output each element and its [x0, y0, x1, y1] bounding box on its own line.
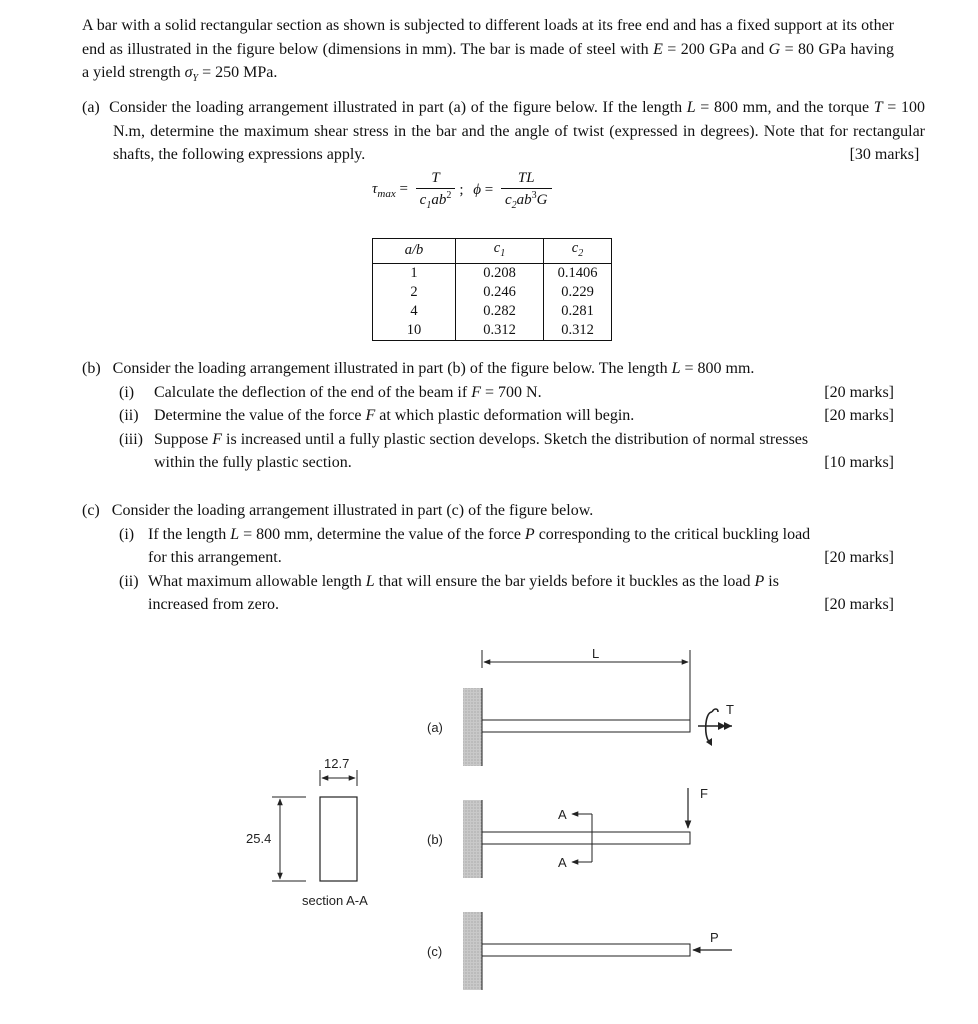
- section-a-a: [246, 756, 368, 908]
- header-ab: a/b: [373, 239, 456, 264]
- part-c-item-i-cont: for this arrangement. [20 marks]: [148, 549, 894, 566]
- part-c-item-i: (i) If the length L = 800 mm, determine the value of the force P corresponding to the critical buckling load: [119, 525, 811, 543]
- part-b-question: (b) Consider the loading arrangement illustrated in part (b) of the figure below. The length L = 800 mm. (i) Calculate the deflection of the end of the beam if F = 700 N. [20 marks] (ii) Determine the value of the force F at which plastic deformation will begin. [20 marks] (iii) Suppose F is increased until a fully plastic section develops. Sketch the distribution of normal stresses within the fully plastic section. [10 marks]: [82, 357, 894, 475]
- bar-b: [482, 832, 690, 844]
- table-row: 4 0.282 0.281: [373, 302, 612, 321]
- case-c-bar: [427, 912, 732, 990]
- bar-a: [482, 720, 690, 732]
- header-c2: $c_2$: [544, 239, 612, 264]
- part-a-question: (a) Consider the loading arrangement illustrated in part (a) of the figure below. If the length L = 800 mm, and the torque T = 100 N.m, determine the maximum shear stress in the bar and the angle of twist (expressed in degrees). Note that for rectangular shafts, the following expressions apply. [30 marks]: [82, 96, 925, 167]
- part-c-label: (c): [82, 502, 100, 519]
- height-dim-label: 25.4: [246, 831, 272, 846]
- case-c-label: (c): [427, 944, 443, 959]
- case-a-label: (a): [427, 720, 443, 735]
- torsion-formula: $\tau_{max}$ = $\frac{T}{c_1ab^2}$ ; ϕ = $\frac{TL}{c_2ab^3G}$: [372, 170, 556, 211]
- part-b-label: (b): [82, 360, 101, 377]
- part-b-item-iii-cont: within the fully plastic section. [10 marks]: [154, 454, 894, 471]
- label-T: T: [726, 702, 734, 717]
- section-caption: section A-A: [302, 893, 368, 908]
- case-a-bar: [427, 688, 734, 766]
- part-c-question: (c) Consider the loading arrangement illustrated in part (c) of the figure below. (i) If the length L = 800 mm, determine the value of the force P corresponding to the critical buckling load for this arrangement. [20 marks] (ii) What maximum allowable length L that will ensure the bar yields before it buckles as the load P is increased from zero. [20 marks]: [82, 499, 894, 617]
- table-row: 1 0.208 0.1406: [373, 263, 612, 283]
- part-a-marks: [30 marks]: [849, 146, 920, 163]
- bar-c: [482, 944, 690, 956]
- label-F: F: [700, 786, 708, 801]
- label-A-bottom: A: [558, 855, 567, 870]
- part-c-item-ii: (ii) What maximum allowable length L that will ensure the bar yields before it buckles as the load P is: [119, 572, 779, 590]
- part-b-item-iii: (iii) Suppose F is increased until a fully plastic section develops. Sketch the distribution of normal stresses: [119, 430, 809, 448]
- header-c1: $c_1$: [456, 239, 544, 264]
- label-P: P: [710, 930, 719, 945]
- fixed-support-a: [463, 688, 482, 766]
- case-b-bar: [427, 786, 708, 878]
- part-a-label: (a): [82, 99, 100, 116]
- part-c-item-ii-cont: increased from zero. [20 marks]: [148, 596, 894, 613]
- table-row: 10 0.312 0.312: [373, 321, 612, 341]
- table-row: 2 0.246 0.229: [373, 283, 612, 302]
- tau-fraction: $\frac{T}{c_1ab^2}$: [416, 170, 456, 211]
- intro-paragraph: A bar with a solid rectangular section as shown is subjected to different loads at its free end and has a fixed support at its other end as illustrated in the figure below (dimensions in mm). The bar is made of steel with E = 200 GPa and G = 80 GPa having a yield strength $\sigma_Y = 250$ MPa.: [82, 17, 894, 85]
- label-A-top: A: [558, 807, 567, 822]
- width-dim-label: 12.7: [324, 756, 350, 771]
- fixed-support-c: [463, 912, 482, 990]
- part-b-item-i: (i) Calculate the deflection of the end of the beam if F = 700 N. [20 marks]: [119, 383, 894, 401]
- phi-fraction: $\frac{TL}{c_2ab^3G}$: [501, 170, 552, 211]
- part-b-item-ii: (ii) Determine the value of the force F at which plastic deformation will begin. [20 marks]: [119, 407, 894, 424]
- label-L: L: [592, 646, 600, 661]
- fixed-support-b: [463, 800, 482, 878]
- length-dimension: [482, 646, 690, 730]
- section-rectangle: [320, 797, 357, 881]
- case-b-label: (b): [427, 832, 443, 847]
